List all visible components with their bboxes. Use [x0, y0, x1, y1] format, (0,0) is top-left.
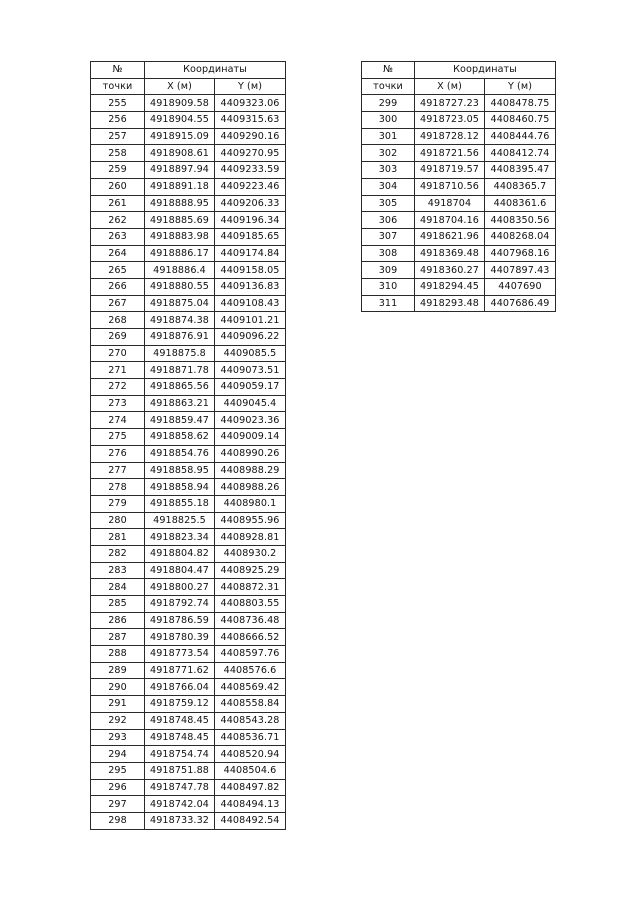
x-coordinate-cell: 4918863.21: [145, 395, 215, 412]
table-row: [91, 812, 286, 829]
point-number-cell: 295: [91, 762, 145, 779]
y-coordinate-cell: 4407968.16: [485, 245, 556, 262]
x-coordinate-cell: 4918804.47: [145, 562, 215, 579]
x-coordinate-cell: 4918875.8: [145, 345, 215, 362]
y-coordinate-cell: 4408930.2: [215, 545, 286, 562]
x-coordinate-cell: 4918786.59: [145, 612, 215, 629]
x-coordinate-cell: 4918621.96: [415, 228, 485, 245]
point-number-cell: 301: [362, 128, 415, 145]
table-row: [362, 162, 556, 179]
point-number-header: №: [91, 62, 145, 79]
point-number-cell: 299: [362, 95, 415, 112]
point-number-cell: 303: [362, 162, 415, 179]
x-coordinate-cell: 4918780.39: [145, 629, 215, 646]
table-row: [362, 178, 556, 195]
x-coordinate-cell: 4918759.12: [145, 696, 215, 713]
y-coordinate-cell: 4408543.28: [215, 712, 286, 729]
point-number-cell: 268: [91, 312, 145, 329]
x-coordinate-cell: 4918721.56: [415, 145, 485, 162]
x-coordinate-cell: 4918742.04: [145, 796, 215, 813]
table-row: [91, 495, 286, 512]
y-coordinate-cell: 4409059.17: [215, 379, 286, 396]
table-row: [91, 746, 286, 763]
point-number-cell: 279: [91, 495, 145, 512]
x-coordinate-cell: 4918886.17: [145, 245, 215, 262]
y-coordinate-cell: 4408504.6: [215, 762, 286, 779]
point-number-cell: 285: [91, 596, 145, 613]
table-row: [91, 178, 286, 195]
point-number-cell: 271: [91, 362, 145, 379]
point-number-cell: 302: [362, 145, 415, 162]
table-row: [91, 345, 286, 362]
point-number-subheader: точки: [91, 78, 145, 95]
header-row-top: [362, 62, 556, 79]
x-coordinate-cell: 4918823.34: [145, 529, 215, 546]
point-number-cell: 260: [91, 178, 145, 195]
table-row: [91, 278, 286, 295]
point-number-cell: 291: [91, 696, 145, 713]
y-coordinate-cell: 4408536.71: [215, 729, 286, 746]
y-coordinate-cell: 4408736.48: [215, 612, 286, 629]
point-number-cell: 270: [91, 345, 145, 362]
point-number-cell: 308: [362, 245, 415, 262]
table-row: [91, 779, 286, 796]
y-coordinate-cell: 4408350.56: [485, 212, 556, 229]
point-number-cell: 287: [91, 629, 145, 646]
x-coordinate-cell: 4918773.54: [145, 646, 215, 663]
x-coordinate-cell: 4918859.47: [145, 412, 215, 429]
y-coordinate-cell: 4409136.83: [215, 278, 286, 295]
table-row: [91, 662, 286, 679]
table-row: [362, 128, 556, 145]
point-number-cell: 290: [91, 679, 145, 696]
coordinates-table-left-body: [91, 62, 286, 830]
point-number-cell: 263: [91, 228, 145, 245]
x-coordinate-cell: 4918293.48: [415, 295, 485, 312]
y-coordinate-cell: 4408460.75: [485, 112, 556, 129]
y-coordinate-cell: 4409108.43: [215, 295, 286, 312]
x-coordinate-cell: 4918804.82: [145, 545, 215, 562]
table-row: [362, 95, 556, 112]
table-row: [91, 512, 286, 529]
point-number-subheader: точки: [362, 78, 415, 95]
y-coordinate-cell: 4408988.29: [215, 462, 286, 479]
x-coordinate-cell: 4918771.62: [145, 662, 215, 679]
x-coordinate-cell: 4918888.95: [145, 195, 215, 212]
y-coordinate-cell: 4408494.13: [215, 796, 286, 813]
point-number-cell: 259: [91, 162, 145, 179]
y-coordinate-cell: 4409073.51: [215, 362, 286, 379]
x-coordinate-cell: 4918854.76: [145, 445, 215, 462]
table-row: [91, 312, 286, 329]
point-number-cell: 282: [91, 545, 145, 562]
x-coordinate-cell: 4918909.58: [145, 95, 215, 112]
x-coordinate-cell: 4918886.4: [145, 262, 215, 279]
y-coordinate-cell: 4408412.74: [485, 145, 556, 162]
point-number-cell: 292: [91, 712, 145, 729]
table-row: [91, 712, 286, 729]
y-coordinate-cell: 4408569.42: [215, 679, 286, 696]
x-coordinate-cell: 4918855.18: [145, 495, 215, 512]
x-coordinate-cell: 4918875.04: [145, 295, 215, 312]
table-row: [91, 412, 286, 429]
table-row: [91, 596, 286, 613]
y-coordinate-cell: 4409096.22: [215, 329, 286, 346]
y-coordinate-cell: 4409009.14: [215, 429, 286, 446]
y-coordinate-cell: 4409101.21: [215, 312, 286, 329]
table-row: [91, 329, 286, 346]
x-coordinate-cell: 4918865.56: [145, 379, 215, 396]
table-row: [91, 612, 286, 629]
y-coordinate-cell: 4409323.06: [215, 95, 286, 112]
y-coordinate-cell: 4408803.55: [215, 596, 286, 613]
point-number-cell: 266: [91, 278, 145, 295]
x-coordinate-cell: 4918294.45: [415, 278, 485, 295]
x-coordinate-cell: 4918858.62: [145, 429, 215, 446]
point-number-cell: 262: [91, 212, 145, 229]
y-coordinate-cell: 4408988.26: [215, 479, 286, 496]
x-coordinate-cell: 4918880.55: [145, 278, 215, 295]
table-row: [362, 145, 556, 162]
y-coordinate-cell: 4409270.95: [215, 145, 286, 162]
point-number-cell: 278: [91, 479, 145, 496]
table-row: [362, 212, 556, 229]
y-coordinate-cell: 4408990.26: [215, 445, 286, 462]
header-row-bottom: [362, 78, 556, 95]
point-number-cell: 284: [91, 579, 145, 596]
y-coordinate-cell: 4408268.04: [485, 228, 556, 245]
point-number-cell: 267: [91, 295, 145, 312]
y-coordinate-cell: 4408395.47: [485, 162, 556, 179]
table-row: [91, 295, 286, 312]
point-number-cell: 258: [91, 145, 145, 162]
x-coordinate-cell: 4918733.32: [145, 812, 215, 829]
table-row: [91, 145, 286, 162]
table-row: [91, 629, 286, 646]
table-row: [91, 228, 286, 245]
x-coordinate-cell: 4918897.94: [145, 162, 215, 179]
point-number-cell: 294: [91, 746, 145, 763]
table-row: [91, 112, 286, 129]
point-number-cell: 281: [91, 529, 145, 546]
y-coordinate-cell: 4408478.75: [485, 95, 556, 112]
table-row: [91, 362, 286, 379]
point-number-cell: 261: [91, 195, 145, 212]
header-row-bottom: [91, 78, 286, 95]
y-coordinate-cell: 4408576.6: [215, 662, 286, 679]
point-number-cell: 276: [91, 445, 145, 462]
x-coordinate-cell: 4918908.61: [145, 145, 215, 162]
y-coordinate-cell: 4408444.76: [485, 128, 556, 145]
point-number-cell: 286: [91, 612, 145, 629]
y-coordinate-cell: 4409196.34: [215, 212, 286, 229]
y-coordinate-cell: 4409023.36: [215, 412, 286, 429]
table-row: [91, 679, 286, 696]
x-coordinate-cell: 4918723.05: [415, 112, 485, 129]
x-coordinate-cell: 4918754.74: [145, 746, 215, 763]
table-row: [91, 579, 286, 596]
y-coordinate-cell: 4408925.29: [215, 562, 286, 579]
table-row: [91, 462, 286, 479]
table-row: [91, 429, 286, 446]
x-coordinate-cell: 4918883.98: [145, 228, 215, 245]
table-row: [91, 95, 286, 112]
y-coordinate-cell: 4408497.82: [215, 779, 286, 796]
point-number-cell: 310: [362, 278, 415, 295]
point-number-cell: 289: [91, 662, 145, 679]
table-row: [362, 245, 556, 262]
header-row-top: [91, 62, 286, 79]
x-coordinate-cell: 4918915.09: [145, 128, 215, 145]
point-number-cell: 309: [362, 262, 415, 279]
x-coordinate-cell: 4918727.23: [415, 95, 485, 112]
point-number-cell: 257: [91, 128, 145, 145]
table-row: [91, 262, 286, 279]
y-coordinate-cell: 4409290.16: [215, 128, 286, 145]
y-coordinate-cell: 4408928.81: [215, 529, 286, 546]
point-number-cell: 297: [91, 796, 145, 813]
coordinates-header: Координаты: [415, 62, 556, 79]
table-row: [91, 796, 286, 813]
point-number-cell: 306: [362, 212, 415, 229]
x-coordinate-cell: 4918728.12: [415, 128, 485, 145]
x-coordinate-cell: 4918792.74: [145, 596, 215, 613]
table-row: [362, 262, 556, 279]
table-row: [91, 379, 286, 396]
table-row: [362, 195, 556, 212]
coordinates-header: Координаты: [145, 62, 286, 79]
point-number-cell: 311: [362, 295, 415, 312]
y-coordinate-cell: 4408597.76: [215, 646, 286, 663]
x-coordinate-cell: 4918748.45: [145, 729, 215, 746]
point-number-cell: 307: [362, 228, 415, 245]
point-number-cell: 265: [91, 262, 145, 279]
y-coordinate-cell: 4408872.31: [215, 579, 286, 596]
y-coordinate-cell: 4408980.1: [215, 495, 286, 512]
x-coordinate-cell: 4918719.57: [415, 162, 485, 179]
point-number-cell: 298: [91, 812, 145, 829]
table-row: [91, 395, 286, 412]
table-row: [91, 529, 286, 546]
x-coordinate-cell: 4918710.56: [415, 178, 485, 195]
y-coordinate-cell: 4407686.49: [485, 295, 556, 312]
x-coordinate-cell: 4918800.27: [145, 579, 215, 596]
y-coordinate-cell: 4408558.84: [215, 696, 286, 713]
table-row: [91, 212, 286, 229]
table-row: [91, 245, 286, 262]
x-coordinate-cell: 4918766.04: [145, 679, 215, 696]
point-number-cell: 277: [91, 462, 145, 479]
table-row: [362, 228, 556, 245]
table-row: [91, 562, 286, 579]
table-row: [362, 112, 556, 129]
x-coordinate-cell: 4918904.55: [145, 112, 215, 129]
point-number-cell: 269: [91, 329, 145, 346]
x-coordinate-cell: 4918360.27: [415, 262, 485, 279]
point-number-cell: 256: [91, 112, 145, 129]
y-coordinate-cell: 4409174.84: [215, 245, 286, 262]
x-coordinate-cell: 4918891.18: [145, 178, 215, 195]
point-number-cell: 288: [91, 646, 145, 663]
table-row: [91, 162, 286, 179]
point-number-cell: 296: [91, 779, 145, 796]
point-number-header: №: [362, 62, 415, 79]
x-coordinate-cell: 4918369.48: [415, 245, 485, 262]
point-number-cell: 255: [91, 95, 145, 112]
y-coordinate-cell: 4408520.94: [215, 746, 286, 763]
y-coordinate-cell: 4407897.43: [485, 262, 556, 279]
point-number-cell: 283: [91, 562, 145, 579]
y-coordinate-cell: 4408666.52: [215, 629, 286, 646]
y-coordinate-cell: 4409233.59: [215, 162, 286, 179]
point-number-cell: 304: [362, 178, 415, 195]
y-coordinate-cell: 4409045.4: [215, 395, 286, 412]
x-header: X (м): [415, 78, 485, 95]
x-coordinate-cell: 4918704: [415, 195, 485, 212]
x-coordinate-cell: 4918748.45: [145, 712, 215, 729]
point-number-cell: 274: [91, 412, 145, 429]
table-row: [91, 445, 286, 462]
point-number-cell: 300: [362, 112, 415, 129]
y-coordinate-cell: 4409158.05: [215, 262, 286, 279]
x-coordinate-cell: 4918825.5: [145, 512, 215, 529]
point-number-cell: 272: [91, 379, 145, 396]
x-coordinate-cell: 4918704.16: [415, 212, 485, 229]
y-coordinate-cell: 4408361.6: [485, 195, 556, 212]
table-row: [91, 762, 286, 779]
x-coordinate-cell: 4918874.38: [145, 312, 215, 329]
x-coordinate-cell: 4918858.95: [145, 462, 215, 479]
table-row: [91, 646, 286, 663]
x-coordinate-cell: 4918871.78: [145, 362, 215, 379]
y-coordinate-cell: 4407690: [485, 278, 556, 295]
y-coordinate-cell: 4409185.65: [215, 228, 286, 245]
point-number-cell: 275: [91, 429, 145, 446]
table-row: [91, 729, 286, 746]
y-coordinate-cell: 4409085.5: [215, 345, 286, 362]
y-header: Y (м): [485, 78, 556, 95]
point-number-cell: 273: [91, 395, 145, 412]
coordinates-table-right: [361, 61, 556, 312]
x-coordinate-cell: 4918751.88: [145, 762, 215, 779]
table-row: [91, 545, 286, 562]
x-header: X (м): [145, 78, 215, 95]
x-coordinate-cell: 4918858.94: [145, 479, 215, 496]
y-coordinate-cell: 4408492.54: [215, 812, 286, 829]
x-coordinate-cell: 4918747.78: [145, 779, 215, 796]
y-coordinate-cell: 4408365.7: [485, 178, 556, 195]
y-coordinate-cell: 4409315.63: [215, 112, 286, 129]
point-number-cell: 280: [91, 512, 145, 529]
y-header: Y (м): [215, 78, 286, 95]
y-coordinate-cell: 4409206.33: [215, 195, 286, 212]
x-coordinate-cell: 4918876.91: [145, 329, 215, 346]
table-row: [362, 295, 556, 312]
table-row: [91, 195, 286, 212]
x-coordinate-cell: 4918885.69: [145, 212, 215, 229]
table-row: [362, 278, 556, 295]
y-coordinate-cell: 4408955.96: [215, 512, 286, 529]
point-number-cell: 293: [91, 729, 145, 746]
table-row: [91, 479, 286, 496]
table-row: [91, 128, 286, 145]
coordinates-table-right-body: [362, 62, 556, 312]
y-coordinate-cell: 4409223.46: [215, 178, 286, 195]
table-row: [91, 696, 286, 713]
point-number-cell: 264: [91, 245, 145, 262]
point-number-cell: 305: [362, 195, 415, 212]
coordinates-table-left: [90, 61, 286, 830]
